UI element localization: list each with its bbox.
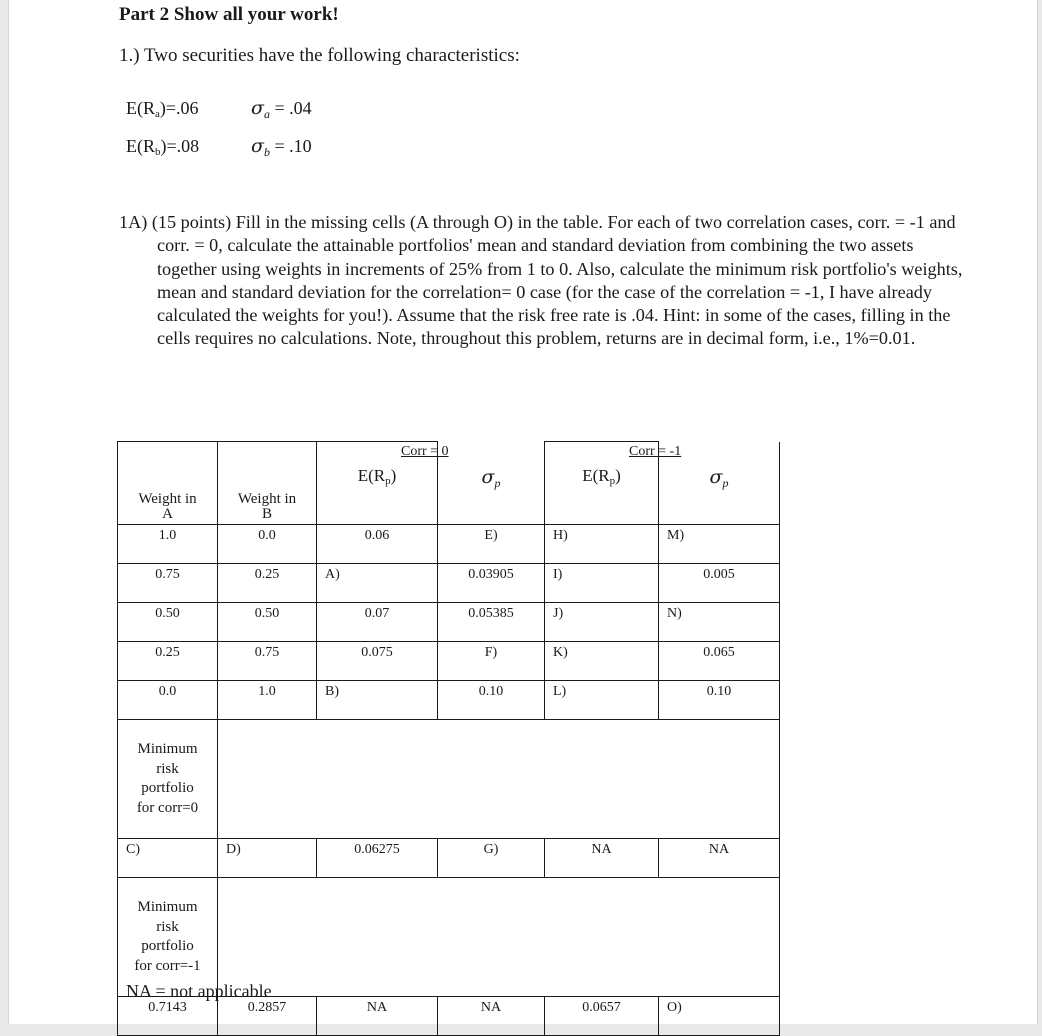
cell: O) <box>659 997 780 1036</box>
cell: 0.25 <box>118 642 218 681</box>
cell: 0.065 <box>659 642 780 681</box>
section-title: Part 2 Show all your work! <box>119 4 339 25</box>
cell: D) <box>218 839 317 878</box>
cell: M) <box>659 525 780 564</box>
cell: 0.75 <box>118 564 218 603</box>
sigma-symbol: σ <box>709 465 723 488</box>
cell: F) <box>438 642 545 681</box>
cell: 0.0657 <box>545 997 659 1036</box>
portfolio-table <box>117 441 780 1036</box>
cell: L) <box>545 681 659 720</box>
corr-neg1-label: Corr = -1 <box>629 444 682 459</box>
cell: 0.07 <box>317 603 438 642</box>
cell: NA <box>438 997 545 1036</box>
cell: I) <box>545 564 659 603</box>
table-row <box>118 525 780 564</box>
min-risk-corr-neg1-label: Minimum risk portfolio for corr=-1 <box>118 878 218 997</box>
expected-return-a: $E(R_a)=.06$ <box>126 98 199 120</box>
header-expected-return-corr-neg1: $E(R_p)$ <box>545 442 659 525</box>
cell: 0.0 <box>118 681 218 720</box>
cell: K) <box>545 642 659 681</box>
cell: 0.005 <box>659 564 780 603</box>
cell: N) <box>659 603 780 642</box>
cell: G) <box>438 839 545 878</box>
cell: 0.06 <box>317 525 438 564</box>
cell: NA <box>659 839 780 878</box>
min-risk-corr0-header-row <box>118 720 780 839</box>
cell: A) <box>317 564 438 603</box>
header-weight-a: Weight in A <box>118 442 218 525</box>
table-row <box>118 564 780 603</box>
table-header-row <box>118 442 780 525</box>
expected-return-b: $E(R_b)=.08$ <box>126 136 200 158</box>
sigma-a: $\sigma_a = .04$ <box>251 97 312 121</box>
sigma-symbol: σ <box>481 465 495 488</box>
min-risk-corr-neg1-row <box>118 997 780 1036</box>
cell: 0.03905 <box>438 564 545 603</box>
cell: 0.50 <box>218 603 317 642</box>
min-risk-corr0-label: Minimum risk portfolio for corr=0 <box>118 720 218 839</box>
cell: 0.75 <box>218 642 317 681</box>
cell: J) <box>545 603 659 642</box>
header-weight-b: Weight in B <box>218 442 317 525</box>
table-row <box>118 603 780 642</box>
cell: 0.10 <box>659 681 780 720</box>
cell: 0.2857 <box>218 997 317 1036</box>
header-expected-return-corr0: $E(R_p)$ <box>317 442 438 525</box>
cell: E) <box>438 525 545 564</box>
cell: 0.10 <box>438 681 545 720</box>
cell: H) <box>545 525 659 564</box>
cell: 0.7143 <box>118 997 218 1036</box>
sigma-symbol: σ <box>251 97 264 119</box>
cell: 1.0 <box>118 525 218 564</box>
cell: 0.25 <box>218 564 317 603</box>
blank-cell <box>218 720 780 839</box>
table-row <box>118 681 780 720</box>
min-risk-corr0-row <box>118 839 780 878</box>
sigma-symbol: σ <box>251 135 264 157</box>
cell: B) <box>317 681 438 720</box>
cell: 0.0 <box>218 525 317 564</box>
cell: 0.075 <box>317 642 438 681</box>
cell: 0.06275 <box>317 839 438 878</box>
cell: 0.50 <box>118 603 218 642</box>
cell: 1.0 <box>218 681 317 720</box>
question-1: 1.) Two securities have the following characteristics: <box>119 45 520 66</box>
cell: C) <box>118 839 218 878</box>
cell: 0.05385 <box>438 603 545 642</box>
instructions-paragraph: 1A) (15 points) Fill in the missing cells (A through O) in the table. For each of two correlation cases, corr. = -1 and corr. = 0, calculate the attainable portfolios' mean and standard deviation from combining the two assets together using weights in increments of 25% from 1 to 0. Also, calculate the minimum risk portfolio's weights, mean and standard deviation for the correlation= 0 case (for the case of the correlation = -1, I have already calculated the weights for you!). Assume that the risk free rate is .04. Hint: in some of the cases, filling in the cells requires no calculations. Note, throughout this problem, returns are in decimal form, i.e., 1%=0.01. <box>119 212 963 349</box>
cell: NA <box>545 839 659 878</box>
cell: NA <box>317 997 438 1036</box>
corr-0-label: Corr = 0 <box>401 444 449 459</box>
header-sigma-corr0: $\sigma_p$ <box>438 442 545 525</box>
footnote: NA = not applicable <box>126 981 272 1001</box>
document-page <box>8 0 1038 1024</box>
sigma-b: $\sigma_b = .10$ <box>251 135 312 159</box>
min-risk-corr-neg1-header-row <box>118 878 780 997</box>
table-row <box>118 642 780 681</box>
header-sigma-corr-neg1: $\sigma_p$ <box>659 442 780 525</box>
blank-cell <box>218 878 780 997</box>
